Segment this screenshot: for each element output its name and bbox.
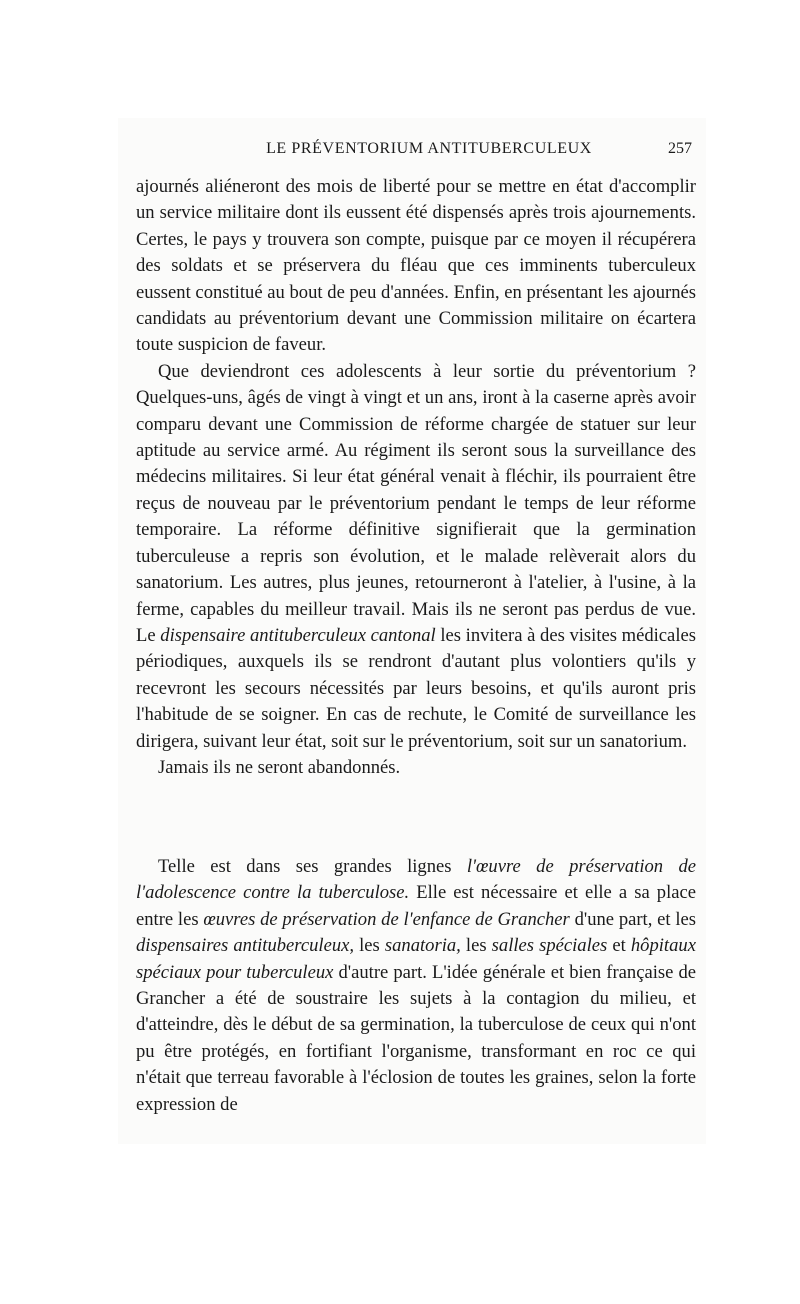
text-section-2: [136, 854, 696, 1118]
p4-italic-5: salles spéciales: [491, 935, 608, 957]
text-section-1: [136, 174, 696, 781]
book-page: [118, 118, 706, 1144]
paragraph-3: Jamais ils ne seront abandonnés.: [158, 756, 401, 778]
paragraph-2-text-b: les invitera à des visites médicales périodiques, auxquels ils se rendront d'autant plus volontiers qu'ils y recevront les secours nécessités par leurs besoins, et qu'ils auront pris l'habitude de se soigner. En cas de rechute, le Comité de surveillance les dirigera, suivant leur état, soit sur le préventorium, soit sur un sanatorium.: [136, 624, 696, 752]
p4-text-5: les: [465, 935, 487, 957]
p4-text-3: d'une part, et les: [574, 908, 696, 930]
running-head: [136, 140, 692, 164]
page-number: 257: [668, 140, 692, 157]
p4-text-7: d'autre part. L'idée générale et bien française de Grancher a été de soustraire les sujets à la contagion du milieu, et d'atteindre, dès le début de sa germination, la tuberculose de ceux qui n'ont pu être protégés, en fortifiant l'organisme, transformant en roc ce qui n'était que terreau favorable à l'éclosion de toutes les graines, selon la forte expression de: [136, 961, 696, 1115]
paragraph-2-text-a: Que deviendront ces adolescents à leur sortie du préventorium ? Quelques-uns, âgés de vingt à vingt et un ans, iront à la caserne après avoir comparu devant une Commission de réforme chargée de statuer sur leur aptitude au service armé. Au régiment ils seront sous la surveillance des médecins militaires. Si leur état général venait à fléchir, ils pourraient être reçus de nouveau par le préventorium pendant le temps de leur réforme temporaire. La réforme définitive signifierait que la germination tuberculeuse a repris son évolution, et le malade relèverait alors du sanatorium. Les autres, plus jeunes, retourneront à l'atelier, à l'usine, à la ferme, capables du meilleur travail. Mais ils ne seront pas perdus de vue. Le: [136, 360, 696, 646]
p4-italic-4: sanatoria,: [384, 935, 461, 957]
p4-text-4: les: [359, 935, 380, 957]
paragraph-1: ajournés aliéneront des mois de liberté pour se mettre en état d'accomplir un service militaire dont ils eussent été dispensés après trois ajournements. Certes, le pays y trouvera son compte, puisque par ce moyen il récupérera des soldats et se préservera du fléau que ces imminents tuberculeux eussent constitué au bout de peu d'années. Enfin, en présentant les ajournés candidats au préventorium devant une Commission militaire on écartera toute suspicion de faveur.: [136, 176, 696, 356]
p4-italic-6: hôpitaux spéciaux pour tuberculeux: [136, 935, 696, 983]
paragraph-2: [136, 359, 696, 755]
p4-italic-3: dispensaires antituberculeux,: [136, 935, 355, 957]
p4-italic-1: l'œuvre de préservation de l'adolescence contre la tuberculose.: [136, 856, 697, 904]
paragraph-4: [136, 854, 696, 1118]
p4-text-2: Elle est nécessaire et elle a sa place entre les: [136, 882, 696, 930]
running-title: LE PRÉVENTORIUM ANTITUBERCULEUX: [266, 140, 592, 157]
p4-text-1: Telle est dans ses grandes lignes: [158, 856, 452, 877]
p4-italic-2: œuvres de préservation de l'enfance de Grancher: [203, 908, 570, 930]
p4-text-6: et: [612, 935, 626, 957]
paragraph-2-italic: dispensaire antituberculeux cantonal: [160, 624, 436, 646]
